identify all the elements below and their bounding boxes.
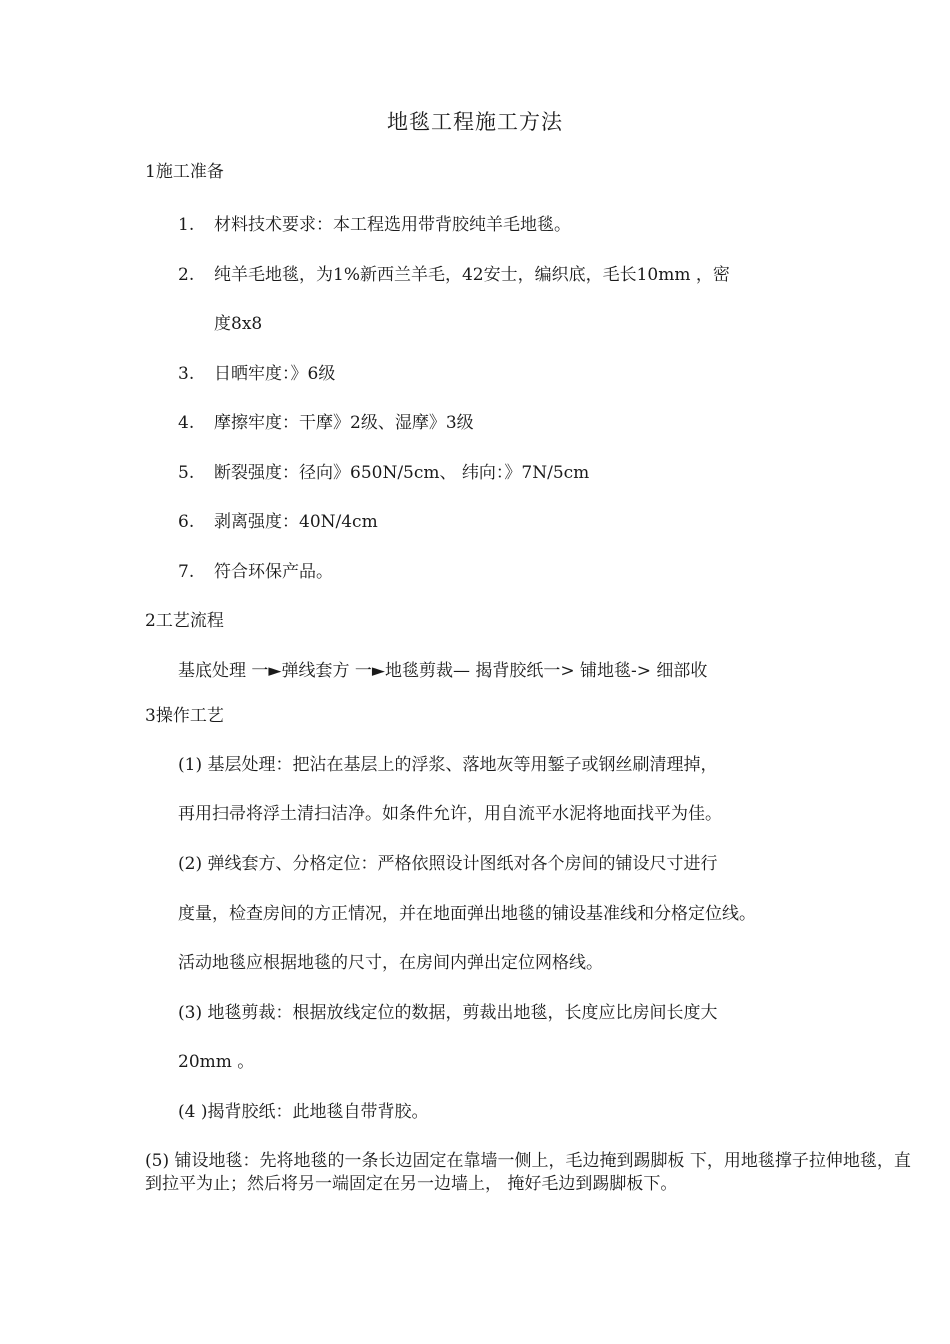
list-item	[178, 264, 730, 286]
list-item-number: 6.	[178, 512, 195, 532]
list-item-text: 日晒牢度：》6级	[214, 364, 336, 384]
list-item	[178, 412, 474, 434]
document-title: 地毯工程施工方法	[387, 110, 563, 134]
section-heading-preparation: 1施工准备	[145, 162, 224, 182]
list-item-text: 材料技术要求：本工程选用带背胶纯羊毛地毯。	[214, 215, 571, 235]
operation-paragraph-1-line-1: (1) 基层处理：把沾在基层上的浮浆、落地灰等用錾子或钢丝刷清理掉，	[178, 755, 718, 775]
list-item-number: 3.	[178, 364, 195, 384]
list-item-text: 剥离强度：40N/4cm	[214, 512, 378, 532]
process-flow-text: 基底处理 一►弹线套方 一►地毯剪裁— 揭背胶纸一> 铺地毯-> 细部收	[178, 661, 708, 681]
list-item	[178, 214, 571, 236]
operation-paragraph-2-line-3: 活动地毯应根据地毯的尺寸，在房间内弹出定位网格线。	[178, 953, 603, 973]
list-item-number: 4.	[178, 413, 195, 433]
section-heading-process-flow: 2工艺流程	[145, 611, 224, 631]
list-item-text: 摩擦牢度：干摩》2级、湿摩》3级	[214, 413, 474, 433]
list-item-number: 7.	[178, 562, 195, 582]
operation-paragraph-3-line-2: 20mm 。	[178, 1052, 255, 1072]
list-item-continuation: 度8x8	[214, 314, 263, 334]
operation-paragraph-1-line-2: 再用扫帚将浮土清扫洁净。如条件允许，用自流平水泥将地面找平为佳。	[178, 804, 722, 824]
operation-paragraph-5: (5) 铺设地毯：先将地毯的一条长边固定在靠墙一侧上，毛边掩到踢脚板 下，用地毯撑子拉伸地毯，直到拉平为止；然后将另一端固定在另一边墙上， 掩好毛边到踢脚板下。	[145, 1151, 911, 1194]
operation-paragraph-2-line-1: (2) 弹线套方、分格定位：严格依照设计图纸对各个房间的铺设尺寸进行	[178, 854, 718, 874]
operation-paragraph-3-line-1: (3) 地毯剪裁：根据放线定位的数据，剪裁出地毯，长度应比房间长度大	[178, 1003, 718, 1023]
list-item-text: 断裂强度：径向》650N/5cm、 纬向：》7N/5cm	[214, 463, 590, 483]
list-item-number: 2.	[178, 265, 195, 285]
list-item	[178, 363, 335, 385]
list-item-text: 符合环保产品。	[214, 562, 333, 582]
section-heading-operation: 3操作工艺	[145, 706, 224, 726]
list-item-number: 5.	[178, 463, 195, 483]
list-item-number: 1.	[178, 215, 195, 235]
list-item-text: 纯羊毛地毯，为1%新西兰羊毛，42安士，编织底，毛长10mm ，密	[214, 265, 730, 285]
list-item	[178, 561, 333, 583]
operation-paragraph-4: (4 )揭背胶纸：此地毯自带背胶。	[178, 1102, 429, 1122]
operation-paragraph-2-line-2: 度量，检查房间的方正情况，并在地面弹出地毯的铺设基准线和分格定位线。	[178, 904, 756, 924]
list-item	[178, 511, 378, 533]
list-item	[178, 462, 589, 484]
